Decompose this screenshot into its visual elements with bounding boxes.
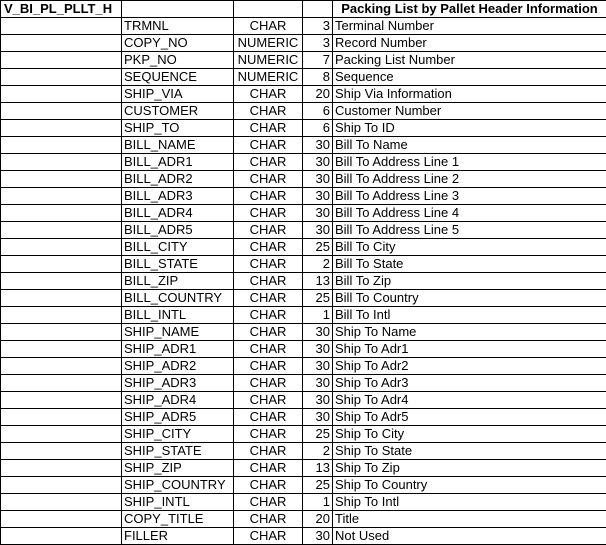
table-row [1, 324, 606, 341]
table-title-cell: Packing List by Pallet Header Information [333, 1, 606, 18]
table-row [1, 511, 606, 528]
field-description-cell: Ship To Name [333, 324, 606, 341]
field-description-cell: Bill To Address Line 3 [333, 188, 606, 205]
field-name-cell: SHIP_ADR3 [122, 375, 234, 392]
data-type-cell: CHAR [234, 443, 303, 460]
table-name-column-cell [1, 188, 122, 205]
table-row [1, 409, 606, 426]
table-row [1, 358, 606, 375]
field-length-cell: 8 [303, 69, 333, 86]
field-name-cell: SEQUENCE [122, 69, 234, 86]
data-type-cell: CHAR [234, 256, 303, 273]
data-type-cell: CHAR [234, 307, 303, 324]
table-row [1, 426, 606, 443]
field-length-cell: 25 [303, 426, 333, 443]
field-length-cell: 25 [303, 477, 333, 494]
table-row [1, 137, 606, 154]
field-length-cell: 30 [303, 341, 333, 358]
table-name-column-cell [1, 307, 122, 324]
table-row [1, 494, 606, 511]
field-description-cell: Bill To Name [333, 137, 606, 154]
field-name-cell: SHIP_ADR2 [122, 358, 234, 375]
data-type-cell: CHAR [234, 205, 303, 222]
field-name-cell: SHIP_NAME [122, 324, 234, 341]
field-name-cell: SHIP_ADR1 [122, 341, 234, 358]
field-name-cell: BILL_ZIP [122, 273, 234, 290]
table-row [1, 443, 606, 460]
table-name-column-cell [1, 290, 122, 307]
field-length-cell: 2 [303, 256, 333, 273]
field-name-cell: BILL_CITY [122, 239, 234, 256]
field-description-cell: Bill To City [333, 239, 606, 256]
table-body [1, 1, 606, 545]
field-description-cell: Record Number [333, 35, 606, 52]
field-description-cell: Bill To Address Line 1 [333, 154, 606, 171]
field-description-cell: Ship To Adr4 [333, 392, 606, 409]
data-type-cell: NUMERIC [234, 52, 303, 69]
data-type-cell: CHAR [234, 18, 303, 35]
field-description-cell: Ship To State [333, 443, 606, 460]
field-length-cell: 30 [303, 358, 333, 375]
field-name-cell: SHIP_STATE [122, 443, 234, 460]
data-type-cell: CHAR [234, 239, 303, 256]
table-name-column-cell [1, 137, 122, 154]
field-description-cell: Packing List Number [333, 52, 606, 69]
table-row [1, 86, 606, 103]
table-row [1, 35, 606, 52]
field-name-cell: SHIP_INTL [122, 494, 234, 511]
field-name-cell: COPY_NO [122, 35, 234, 52]
table-row [1, 103, 606, 120]
table-name-column-cell [1, 341, 122, 358]
field-name-cell: SHIP_COUNTRY [122, 477, 234, 494]
table-row [1, 460, 606, 477]
data-type-cell: CHAR [234, 188, 303, 205]
field-name-cell: FILLER [122, 528, 234, 545]
table-row [1, 528, 606, 545]
field-description-cell: Ship To City [333, 426, 606, 443]
field-length-cell: 7 [303, 52, 333, 69]
table-name-column-cell [1, 239, 122, 256]
field-length-cell: 30 [303, 171, 333, 188]
field-length-cell: 30 [303, 222, 333, 239]
field-length-cell: 1 [303, 307, 333, 324]
table-name-column-cell [1, 120, 122, 137]
data-type-cell: CHAR [234, 528, 303, 545]
field-name-cell: SHIP_VIA [122, 86, 234, 103]
field-description-cell: Ship To Adr3 [333, 375, 606, 392]
field-name-cell: TRMNL [122, 18, 234, 35]
field-length-cell: 30 [303, 154, 333, 171]
table-row [1, 307, 606, 324]
field-description-cell: Bill To Intl [333, 307, 606, 324]
field-description-cell: Ship To Adr5 [333, 409, 606, 426]
field-name-cell: BILL_STATE [122, 256, 234, 273]
header-field-cell [122, 1, 234, 18]
data-type-cell: CHAR [234, 222, 303, 239]
table-row [1, 239, 606, 256]
field-name-cell: BILL_NAME [122, 137, 234, 154]
field-name-cell: BILL_ADR5 [122, 222, 234, 239]
table-row [1, 222, 606, 239]
field-length-cell: 30 [303, 392, 333, 409]
table-name-column-cell [1, 511, 122, 528]
table-name-column-cell [1, 171, 122, 188]
field-length-cell: 30 [303, 205, 333, 222]
data-type-cell: CHAR [234, 120, 303, 137]
data-type-cell: CHAR [234, 154, 303, 171]
table-name-cell: V_BI_PL_PLLT_H [1, 1, 122, 18]
data-type-cell: CHAR [234, 392, 303, 409]
table-name-column-cell [1, 222, 122, 239]
data-type-cell: CHAR [234, 477, 303, 494]
field-length-cell: 25 [303, 290, 333, 307]
field-length-cell: 30 [303, 137, 333, 154]
field-length-cell: 6 [303, 103, 333, 120]
field-length-cell: 25 [303, 239, 333, 256]
table-name-column-cell [1, 460, 122, 477]
table-row [1, 273, 606, 290]
field-description-cell: Bill To Zip [333, 273, 606, 290]
field-description-cell: Not Used [333, 528, 606, 545]
field-length-cell: 20 [303, 511, 333, 528]
field-description-cell: Bill To Address Line 4 [333, 205, 606, 222]
table-name-column-cell [1, 409, 122, 426]
data-type-cell: CHAR [234, 171, 303, 188]
field-description-cell: Bill To Address Line 5 [333, 222, 606, 239]
field-description-cell: Bill To State [333, 256, 606, 273]
data-type-cell: CHAR [234, 273, 303, 290]
table-name-column-cell [1, 358, 122, 375]
table-name-column-cell [1, 273, 122, 290]
table-row [1, 477, 606, 494]
table-name-column-cell [1, 103, 122, 120]
data-type-cell: CHAR [234, 375, 303, 392]
data-type-cell: CHAR [234, 290, 303, 307]
field-name-cell: PKP_NO [122, 52, 234, 69]
header-row [1, 1, 606, 18]
table-name-column-cell [1, 528, 122, 545]
field-name-cell: SHIP_TO [122, 120, 234, 137]
data-type-cell: CHAR [234, 460, 303, 477]
data-type-cell: CHAR [234, 426, 303, 443]
field-length-cell: 30 [303, 375, 333, 392]
field-length-cell: 6 [303, 120, 333, 137]
table-name-column-cell [1, 324, 122, 341]
table-row [1, 18, 606, 35]
field-name-cell: CUSTOMER [122, 103, 234, 120]
field-description-cell: Ship To ID [333, 120, 606, 137]
field-length-cell: 30 [303, 324, 333, 341]
field-name-cell: BILL_ADR2 [122, 171, 234, 188]
field-length-cell: 30 [303, 188, 333, 205]
data-type-cell: CHAR [234, 409, 303, 426]
table-row [1, 341, 606, 358]
field-length-cell: 30 [303, 409, 333, 426]
field-name-cell: BILL_ADR4 [122, 205, 234, 222]
data-type-cell: NUMERIC [234, 35, 303, 52]
field-name-cell: BILL_INTL [122, 307, 234, 324]
field-description-cell: Bill To Country [333, 290, 606, 307]
field-name-cell: SHIP_CITY [122, 426, 234, 443]
table-name-column-cell [1, 375, 122, 392]
table-row [1, 69, 606, 86]
table-row [1, 290, 606, 307]
field-description-cell: Ship To Country [333, 477, 606, 494]
field-length-cell: 1 [303, 494, 333, 511]
header-type-cell [234, 1, 303, 18]
field-length-cell: 13 [303, 460, 333, 477]
table-name-column-cell [1, 35, 122, 52]
table-name-column-cell [1, 69, 122, 86]
field-name-cell: SHIP_ZIP [122, 460, 234, 477]
table-row [1, 392, 606, 409]
field-description-cell: Ship To Zip [333, 460, 606, 477]
field-length-cell: 30 [303, 528, 333, 545]
field-description-cell: Ship Via Information [333, 86, 606, 103]
header-length-cell [303, 1, 333, 18]
field-length-cell: 3 [303, 35, 333, 52]
field-length-cell: 2 [303, 443, 333, 460]
data-type-cell: CHAR [234, 137, 303, 154]
field-name-cell: BILL_ADR1 [122, 154, 234, 171]
data-type-cell: CHAR [234, 86, 303, 103]
table-name-column-cell [1, 154, 122, 171]
field-length-cell: 13 [303, 273, 333, 290]
table-row [1, 120, 606, 137]
table-row [1, 154, 606, 171]
table-name-column-cell [1, 205, 122, 222]
field-description-cell: Bill To Address Line 2 [333, 171, 606, 188]
field-description-cell: Sequence [333, 69, 606, 86]
data-type-cell: CHAR [234, 494, 303, 511]
field-description-cell: Ship To Intl [333, 494, 606, 511]
data-type-cell: NUMERIC [234, 69, 303, 86]
table-row [1, 375, 606, 392]
data-type-cell: CHAR [234, 103, 303, 120]
field-name-cell: BILL_COUNTRY [122, 290, 234, 307]
field-length-cell: 20 [303, 86, 333, 103]
table-row [1, 52, 606, 69]
table-row [1, 256, 606, 273]
data-type-cell: CHAR [234, 358, 303, 375]
field-name-cell: COPY_TITLE [122, 511, 234, 528]
data-type-cell: CHAR [234, 511, 303, 528]
table-name-column-cell [1, 426, 122, 443]
field-length-cell: 3 [303, 18, 333, 35]
field-name-cell: BILL_ADR3 [122, 188, 234, 205]
field-description-cell: Terminal Number [333, 18, 606, 35]
field-description-cell: Title [333, 511, 606, 528]
table-name-column-cell [1, 256, 122, 273]
data-type-cell: CHAR [234, 341, 303, 358]
table-name-column-cell [1, 494, 122, 511]
field-name-cell: SHIP_ADR4 [122, 392, 234, 409]
field-description-cell: Ship To Adr1 [333, 341, 606, 358]
table-name-column-cell [1, 392, 122, 409]
field-description-cell: Customer Number [333, 103, 606, 120]
table-name-column-cell [1, 477, 122, 494]
table-name-column-cell [1, 18, 122, 35]
table-row [1, 188, 606, 205]
table-row [1, 205, 606, 222]
table-name-column-cell [1, 86, 122, 103]
field-name-cell: SHIP_ADR5 [122, 409, 234, 426]
field-description-cell: Ship To Adr2 [333, 358, 606, 375]
data-type-cell: CHAR [234, 324, 303, 341]
table-row [1, 171, 606, 188]
table-name-column-cell [1, 52, 122, 69]
table-name-column-cell [1, 443, 122, 460]
